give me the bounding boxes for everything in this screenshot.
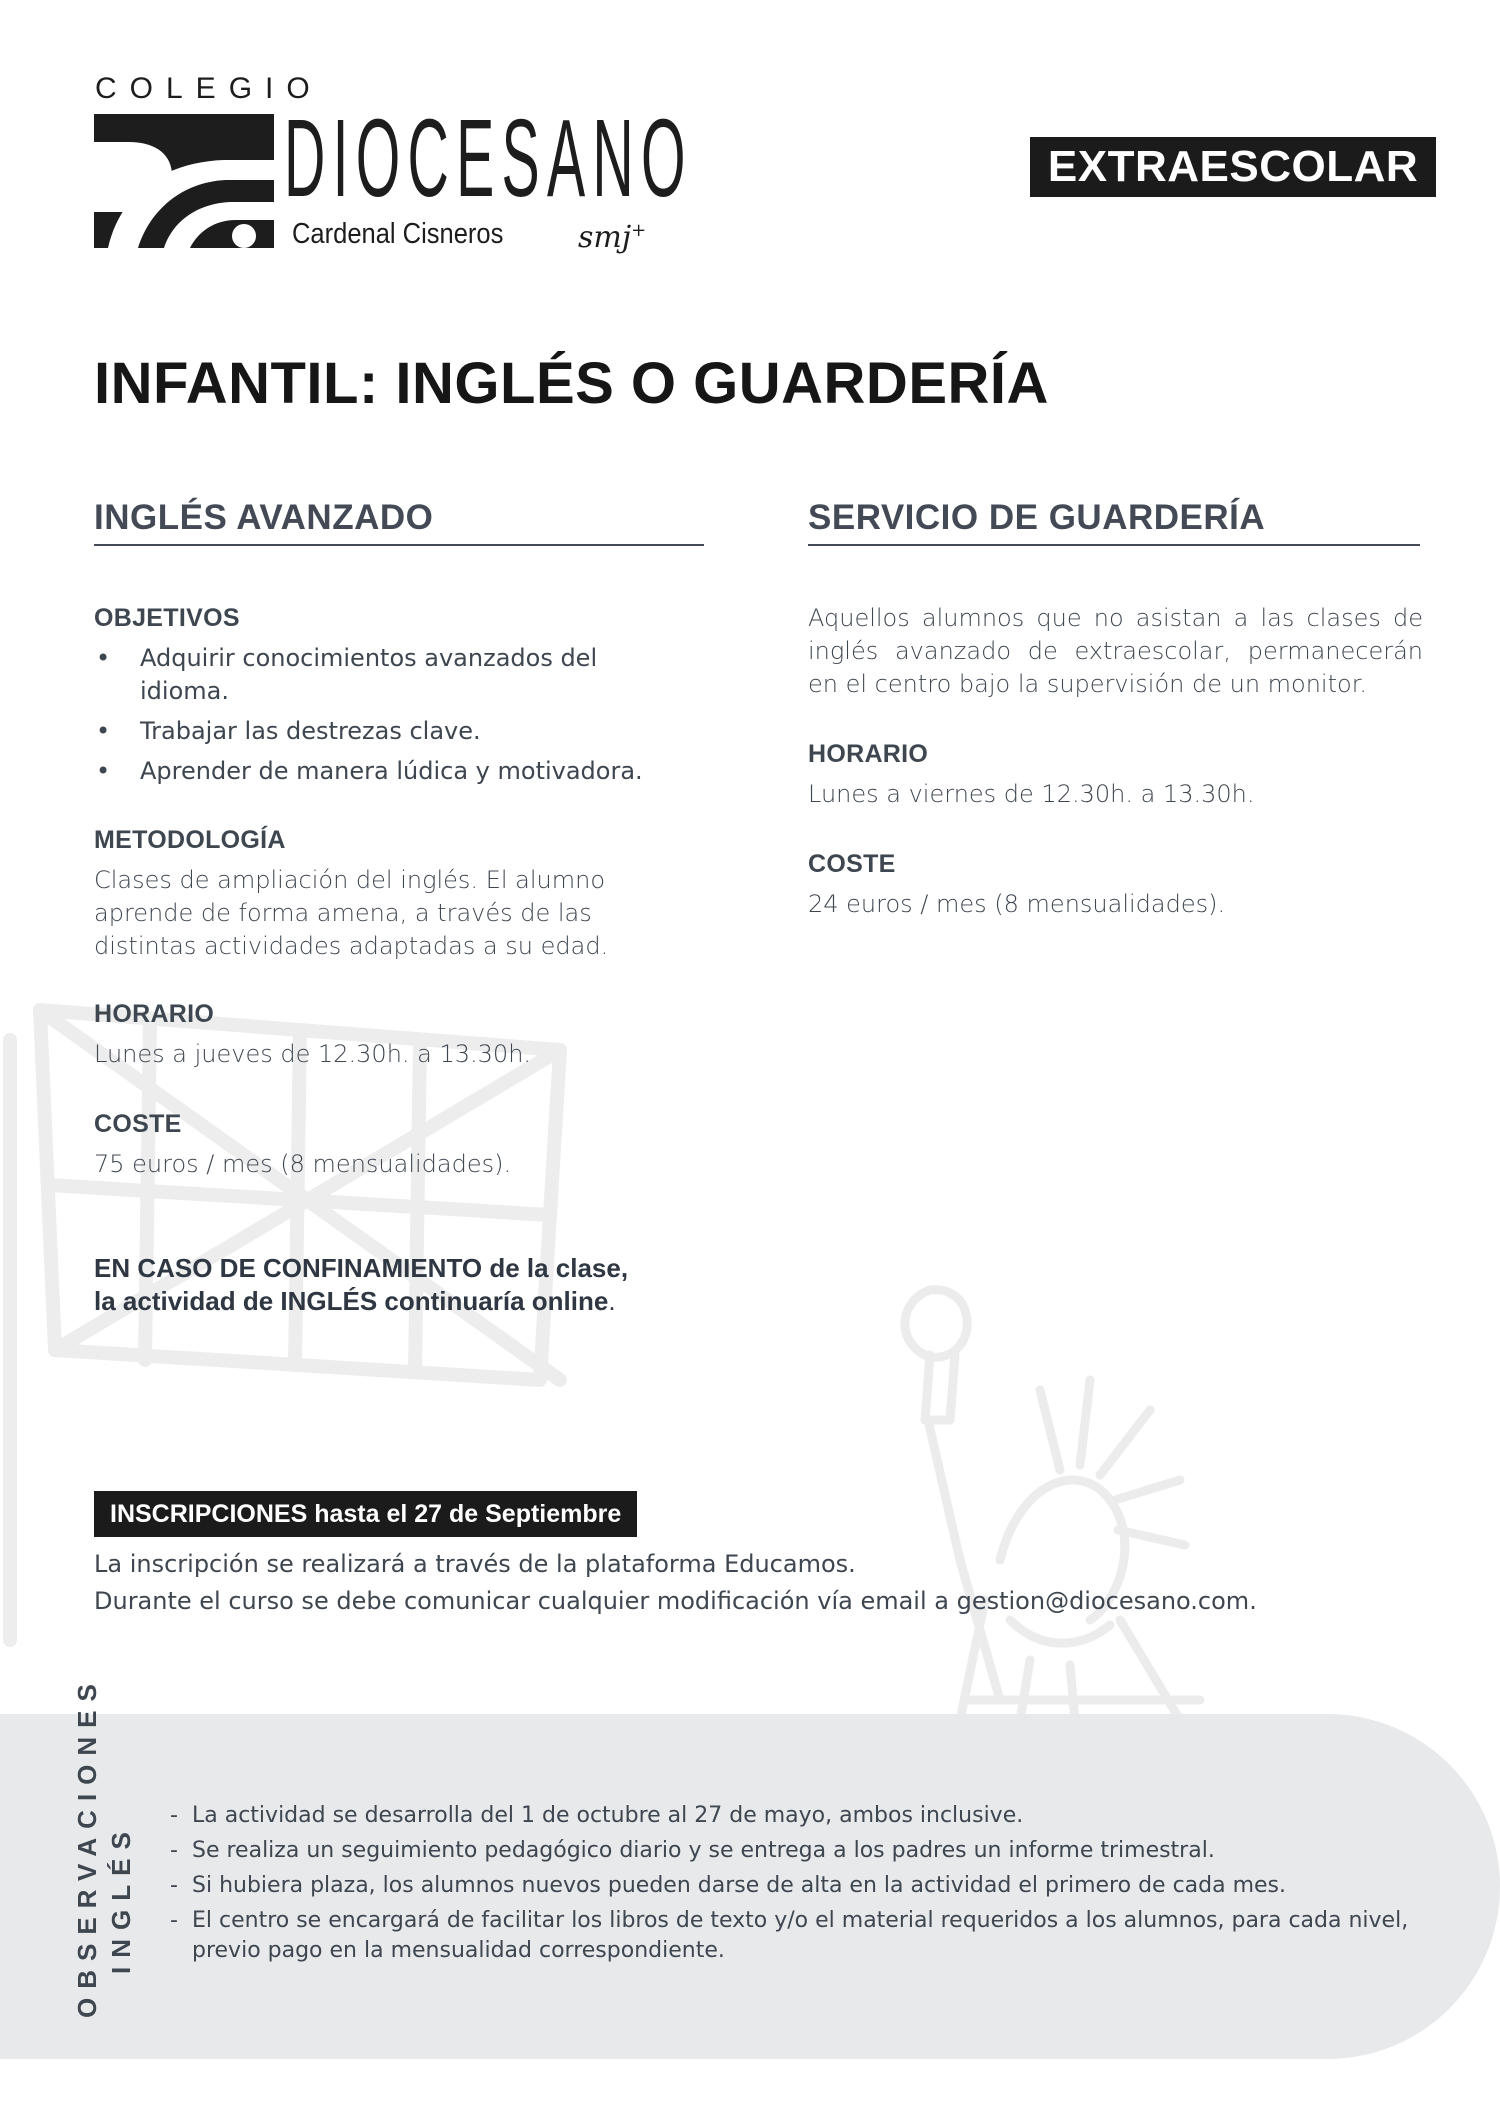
bullet-icon: • bbox=[96, 757, 111, 785]
page-title: INFANTIL: INGLÉS O GUARDERÍA bbox=[94, 351, 1049, 416]
list-item bbox=[94, 715, 654, 748]
dash-icon: - bbox=[170, 1873, 178, 1898]
observaciones-list bbox=[170, 1801, 1430, 1971]
observacion-text: La actividad se desarrolla del 1 de octubre al 27 de mayo, ambos inclusive. bbox=[192, 1803, 1024, 1828]
guarderia-heading: SERVICIO DE GUARDERÍA bbox=[808, 498, 1420, 546]
dash-icon: - bbox=[170, 1803, 178, 1828]
list-item bbox=[170, 1836, 1430, 1866]
extraescolar-badge: EXTRAESCOLAR bbox=[1030, 137, 1436, 197]
logo-mark-icon bbox=[94, 114, 274, 248]
ingles-horario-text: Lunes a jueves de 12.30h. a 13.30h. bbox=[94, 1040, 532, 1068]
metodologia-text: Clases de ampliación del inglés. El alumno aprende de forma amena, a través de las distintas actividades adaptadas a su edad. bbox=[94, 866, 609, 960]
inscripciones-line-1: La inscripción se realizará a través de la plataforma Educamos. bbox=[94, 1550, 856, 1578]
ingles-heading: INGLÉS AVANZADO bbox=[94, 498, 704, 546]
list-item bbox=[94, 642, 654, 708]
guarderia-coste-text: 24 euros / mes (8 mensualidades). bbox=[808, 890, 1226, 918]
observaciones-word: OBSERVACIONES bbox=[72, 1675, 102, 2018]
list-item bbox=[94, 755, 654, 788]
guarderia-coste-label: COSTE bbox=[808, 850, 896, 878]
observacion-text: Si hubiera plaza, los alumnos nuevos pueden darse de alta en la actividad el primero de cada mes. bbox=[192, 1873, 1287, 1898]
logo-smj-text bbox=[578, 220, 646, 255]
guarderia-horario-text: Lunes a viernes de 12.30h. a 13.30h. bbox=[808, 780, 1255, 808]
objetivos-list bbox=[94, 642, 654, 795]
ingles-word: INGLÉS bbox=[106, 1823, 136, 1974]
dash-icon: - bbox=[170, 1908, 178, 1933]
metodologia-label: METODOLOGÍA bbox=[94, 826, 286, 854]
list-item bbox=[170, 1801, 1430, 1831]
list-item bbox=[170, 1906, 1430, 1966]
confinamiento-end: . bbox=[608, 1286, 616, 1316]
guarderia-horario-label: HORARIO bbox=[808, 740, 929, 768]
objetivo-text: Trabajar las destrezas clave. bbox=[140, 717, 481, 745]
flag-illustration bbox=[10, 1010, 560, 1640]
logo-subtitle-text: Cardenal Cisneros bbox=[292, 218, 504, 250]
confinamiento-note bbox=[94, 1252, 654, 1318]
confinamiento-bold: EN CASO DE CONFINAMIENTO de la clase, la actividad de INGLÉS continuaría online bbox=[94, 1253, 629, 1316]
observaciones-vertical-label bbox=[70, 1675, 138, 2018]
inscripciones-line-2: Durante el curso se debe comunicar cualquier modificación vía email a gestion@diocesano.com. bbox=[94, 1587, 1257, 1615]
list-item bbox=[170, 1871, 1430, 1901]
ingles-coste-text: 75 euros / mes (8 mensualidades). bbox=[94, 1150, 512, 1178]
guarderia-description: Aquellos alumnos que no asistan a las clases de inglés avanzado de extraescolar, permanecerán en el centro bajo la supervisión de un monitor. bbox=[808, 604, 1423, 698]
objetivos-label: OBJETIVOS bbox=[94, 604, 240, 632]
objetivo-text: Aprender de manera lúdica y motivadora. bbox=[140, 757, 643, 785]
statue-of-liberty-illustration bbox=[905, 1290, 1200, 1720]
observacion-text: Se realiza un seguimiento pedagógico diario y se entrega a los padres un informe trimestral. bbox=[192, 1838, 1215, 1863]
objetivo-text: Adquirir conocimientos avanzados del idioma. bbox=[140, 644, 598, 705]
bullet-icon: • bbox=[96, 717, 111, 745]
logo-name-text: DIOCESANO bbox=[284, 97, 693, 220]
bullet-icon: • bbox=[96, 644, 111, 672]
logo-smj-label: smj bbox=[578, 220, 632, 255]
cross-icon: + bbox=[631, 220, 647, 241]
ingles-coste-label: COSTE bbox=[94, 1110, 182, 1138]
inscripciones-bar: INSCRIPCIONES hasta el 27 de Septiembre bbox=[94, 1491, 637, 1537]
observacion-text: El centro se encargará de facilitar los libros de texto y/o el material requeridos a los alumnos, para cada nivel, previo pago en la mensualidad correspondiente. bbox=[192, 1908, 1409, 1963]
dash-icon: - bbox=[170, 1838, 178, 1863]
ingles-horario-label: HORARIO bbox=[94, 1000, 215, 1028]
logo-colegio-text: COLEGIO bbox=[95, 72, 323, 105]
